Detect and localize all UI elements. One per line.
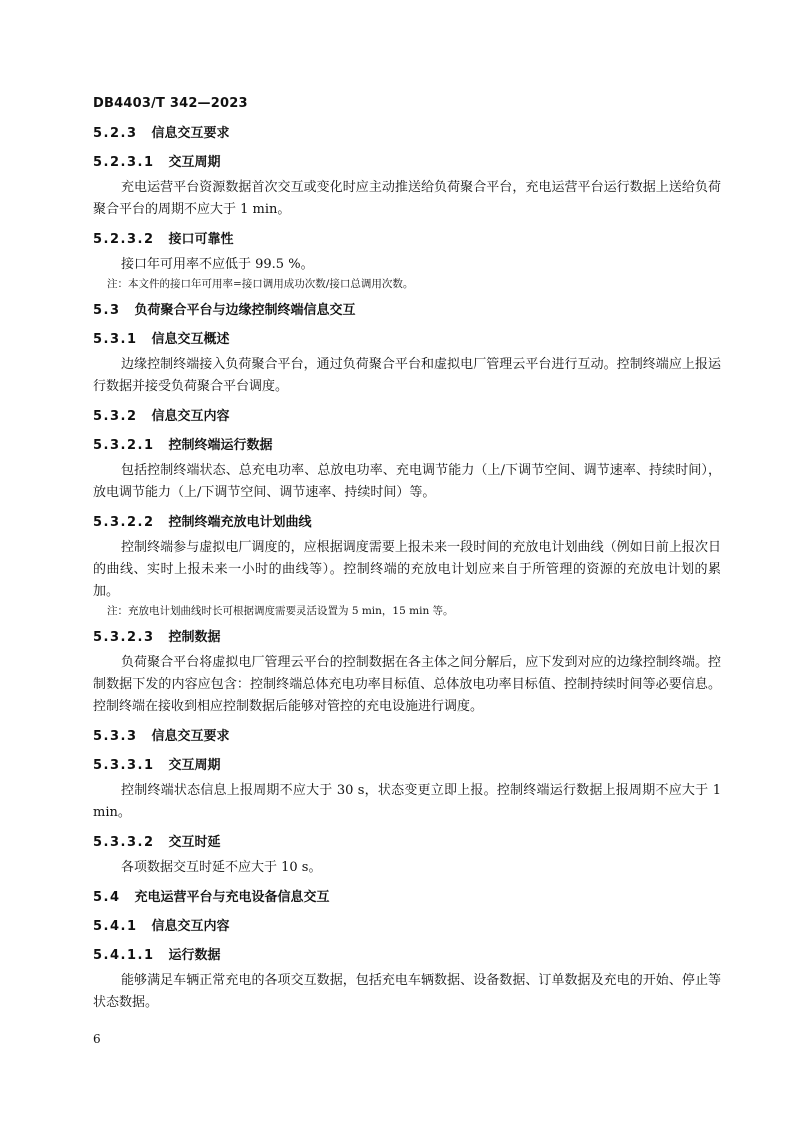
paragraph: 控制终端状态信息上报周期不应大于 30 s，状态变更立即上报。控制终端运行数据上报周期不应大于 1 min。 <box>93 783 721 820</box>
heading-number: 5.3.1 <box>93 332 138 347</box>
heading-number: 5.3.2.3 <box>93 630 155 645</box>
heading-5-2-3-2 <box>93 230 721 250</box>
heading-number: 5.3.2.1 <box>93 438 155 453</box>
heading-number: 5.4.1 <box>93 919 138 934</box>
heading-title: 充电运营平台与充电设备信息交互 <box>134 890 330 905</box>
heading-5-2-3-1 <box>93 153 721 173</box>
heading-5-3-2-1 <box>93 436 721 456</box>
heading-title: 交互周期 <box>168 758 221 773</box>
heading-5-3-1 <box>93 330 721 350</box>
heading-title: 运行数据 <box>168 948 221 963</box>
paragraph: 包括控制终端状态、总充电功率、总放电功率、充电调节能力（上/下调节空间、调节速率、持续时间），放电调节能力（上/下调节空间、调节速率、持续时间）等。 <box>93 463 721 500</box>
heading-5-4 <box>93 888 721 908</box>
heading-5-4-1 <box>93 917 721 937</box>
heading-title: 控制终端运行数据 <box>168 438 273 453</box>
paragraph: 能够满足车辆正常充电的各项交互数据，包括充电车辆数据、设备数据、订单数据及充电的开始、停止等状态数据。 <box>93 973 721 1010</box>
document-body <box>93 124 721 1014</box>
paragraph: 边缘控制终端接入负荷聚合平台，通过负荷聚合平台和虚拟电厂管理云平台进行互动。控制终端应上报运行数据并接受负荷聚合平台调度。 <box>93 357 721 394</box>
heading-title: 信息交互内容 <box>151 409 230 424</box>
heading-title: 负荷聚合平台与边缘控制终端信息交互 <box>134 303 356 318</box>
heading-5-2-3 <box>93 124 721 144</box>
heading-number: 5.2.3 <box>93 126 138 141</box>
heading-title: 信息交互要求 <box>151 126 230 141</box>
heading-5-3-3-1 <box>93 756 721 776</box>
heading-5-3-2-2 <box>93 513 721 533</box>
heading-number: 5.4 <box>93 890 121 905</box>
heading-title: 交互时延 <box>168 835 221 850</box>
paragraph: 控制终端参与虚拟电厂调度的，应根据调度需要上报未来一段时间的充放电计划曲线（例如日前上报次日的曲线、实时上报未来一小时的曲线等）。控制终端的充放电计划应来自于所管理的资源的充放电计划的累加。 <box>93 540 721 599</box>
heading-number: 5.2.3.1 <box>93 155 155 170</box>
paragraph: 各项数据交互时延不应大于 10 s。 <box>121 860 322 875</box>
note: 注：本文件的接口年可用率=接口调用成功次数/接口总调用次数。 <box>107 278 414 290</box>
document-id: DB4403/T 342—2023 <box>93 96 248 111</box>
paragraph: 负荷聚合平台将虚拟电厂管理云平台的控制数据在各主体之间分解后，应下发到对应的边缘控制终端。控制数据下发的内容应包含：控制终端总体充电功率目标值、总体放电功率目标值、控制持续时间等必要信息。控制终端在接收到相应控制数据后能够对管控的充电设施进行调度。 <box>93 655 721 714</box>
heading-number: 5.2.3.2 <box>93 232 155 247</box>
heading-number: 5.3.3.1 <box>93 758 155 773</box>
heading-title: 控制数据 <box>168 630 221 645</box>
page-number: 6 <box>93 1032 101 1046</box>
heading-title: 信息交互内容 <box>151 919 230 934</box>
heading-title: 信息交互要求 <box>151 729 230 744</box>
heading-5-3-2-3 <box>93 628 721 648</box>
heading-number: 5.3.3.2 <box>93 835 155 850</box>
heading-number: 5.4.1.1 <box>93 948 155 963</box>
heading-5-3-3 <box>93 727 721 747</box>
heading-5-4-1-1 <box>93 946 721 966</box>
heading-5-3 <box>93 301 721 321</box>
heading-5-3-2 <box>93 407 721 427</box>
paragraph: 接口年可用率不应低于 99.5 %。 <box>121 257 314 272</box>
heading-5-3-3-2 <box>93 833 721 853</box>
note: 注：充放电计划曲线时长可根据调度需要灵活设置为 5 min，15 min 等。 <box>107 605 454 617</box>
heading-number: 5.3.3 <box>93 729 138 744</box>
heading-title: 控制终端充放电计划曲线 <box>168 515 312 530</box>
heading-number: 5.3.2.2 <box>93 515 155 530</box>
heading-title: 接口可靠性 <box>168 232 234 247</box>
heading-number: 5.3.2 <box>93 409 138 424</box>
heading-number: 5.3 <box>93 303 121 318</box>
paragraph: 充电运营平台资源数据首次交互或变化时应主动推送给负荷聚合平台，充电运营平台运行数据上送给负荷聚合平台的周期不应大于 1 min。 <box>93 180 721 217</box>
heading-title: 信息交互概述 <box>151 332 230 347</box>
heading-title: 交互周期 <box>168 155 221 170</box>
